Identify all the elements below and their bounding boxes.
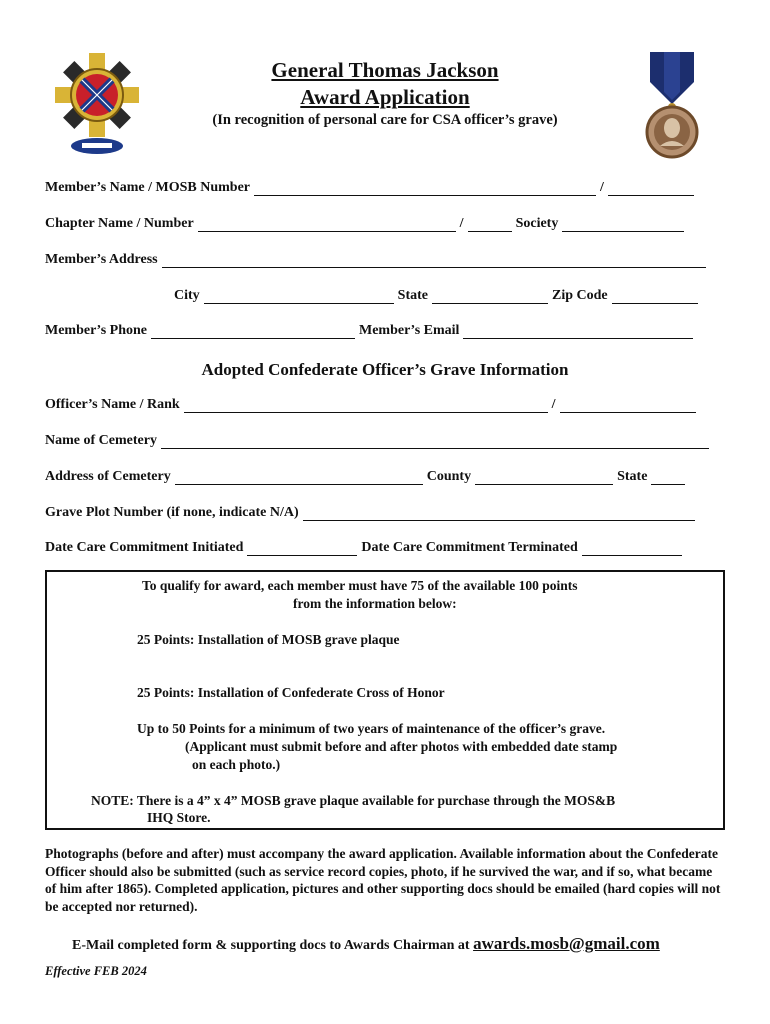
grave-state-label: State [617, 469, 648, 484]
phone-row [45, 323, 697, 339]
grave-section-heading: Adopted Confederate Officer’s Grave Information [201, 360, 569, 379]
slash-separator: / [600, 180, 604, 195]
points-intro-line1: To qualify for award, each member must have 75 of the available 100 points [142, 578, 578, 593]
phone-label: Member’s Phone [45, 323, 147, 338]
email-instruction-row [72, 934, 660, 954]
member-name-label: Member’s Name / MOSB Number [45, 180, 251, 195]
chapter-row [45, 216, 688, 232]
effective-date: Effective FEB 2024 [45, 964, 147, 978]
cemetery-row [45, 433, 713, 449]
instructions-paragraph: Photographs (before and after) must accompany the award application. Available information about the Confederate Officer should also be submitted (such as service record copies, photo, if he survived the war, and if so, what became of him after 1865). Completed application, pictures and other supporting docs should be emailed (hard copies will not be accepted nor returned). [45, 846, 721, 914]
medal-logo [642, 52, 702, 160]
dates-row [45, 540, 686, 556]
points-box [45, 570, 725, 830]
points-item-maintenance: Up to 50 Points for a minimum of two years of maintenance of the officer’s grave. [137, 721, 606, 736]
society-label: Society [515, 216, 559, 231]
initiated-label: Date Care Commitment Initiated [45, 540, 244, 555]
city-row [174, 288, 702, 304]
cemetery-address-label: Address of Cemetery [45, 469, 171, 484]
initiated-field[interactable] [247, 540, 357, 556]
mosb-emblem-logo [52, 50, 142, 160]
slash-separator: / [551, 397, 556, 412]
zip-field[interactable] [612, 288, 698, 304]
address-label: Member’s Address [45, 252, 158, 267]
city-field[interactable] [204, 288, 394, 304]
form-title-line2: Award Application [300, 85, 470, 109]
points-intro-line2: from the information below: [293, 596, 457, 611]
cemetery-address-row [45, 469, 689, 485]
cemetery-field[interactable] [161, 433, 709, 449]
plaque-note-line1: NOTE: There is a 4” x 4” MOSB grave plaque available for purchase through the MOS&B [91, 793, 616, 808]
form-title-line1: General Thomas Jackson [271, 58, 499, 82]
cemetery-label: Name of Cemetery [45, 433, 157, 448]
email-field[interactable] [463, 323, 693, 339]
officer-name-field[interactable] [184, 397, 548, 413]
plot-label: Grave Plot Number (if none, indicate N/A) [45, 505, 299, 520]
phone-field[interactable] [151, 323, 355, 339]
points-item-plaque: 25 Points: Installation of MOSB grave plaque [137, 632, 400, 647]
chapter-label: Chapter Name / Number [45, 216, 194, 231]
cemetery-address-field[interactable] [175, 469, 423, 485]
grave-state-field[interactable] [651, 469, 685, 485]
officer-rank-field[interactable] [560, 397, 696, 413]
address-row [45, 252, 710, 268]
officer-row [45, 397, 700, 413]
county-label: County [426, 469, 472, 484]
plot-row [45, 505, 699, 521]
chapter-name-field[interactable] [198, 216, 456, 232]
county-field[interactable] [475, 469, 613, 485]
officer-label: Officer’s Name / Rank [45, 397, 180, 412]
state-field[interactable] [432, 288, 548, 304]
slash-separator: / [459, 216, 464, 231]
society-field[interactable] [562, 216, 684, 232]
awards-email-link[interactable]: awards.mosb@gmail.com [473, 934, 660, 953]
city-label: City [174, 288, 200, 303]
points-item-maintenance-note: (Applicant must submit before and after photos with embedded date stamp [185, 739, 618, 754]
plaque-note-line2: IHQ Store. [147, 810, 211, 825]
form-subtitle: (In recognition of personal care for CSA officer’s grave) [212, 112, 558, 128]
terminated-label: Date Care Commitment Terminated [361, 540, 578, 555]
member-name-row [45, 180, 698, 196]
email-instruction-text: E-Mail completed form & supporting docs to Awards Chairman at [72, 938, 470, 953]
terminated-field[interactable] [582, 540, 682, 556]
member-name-field[interactable] [254, 180, 596, 196]
address-field[interactable] [162, 252, 706, 268]
chapter-number-field[interactable] [468, 216, 512, 232]
state-label: State [397, 288, 428, 303]
points-item-cross: 25 Points: Installation of Confederate Cross of Honor [137, 685, 445, 700]
email-label: Member’s Email [359, 323, 460, 338]
plot-field[interactable] [303, 505, 695, 521]
mosb-number-field[interactable] [608, 180, 694, 196]
zip-label: Zip Code [552, 288, 608, 303]
points-item-maintenance-note2: on each photo.) [192, 757, 281, 772]
